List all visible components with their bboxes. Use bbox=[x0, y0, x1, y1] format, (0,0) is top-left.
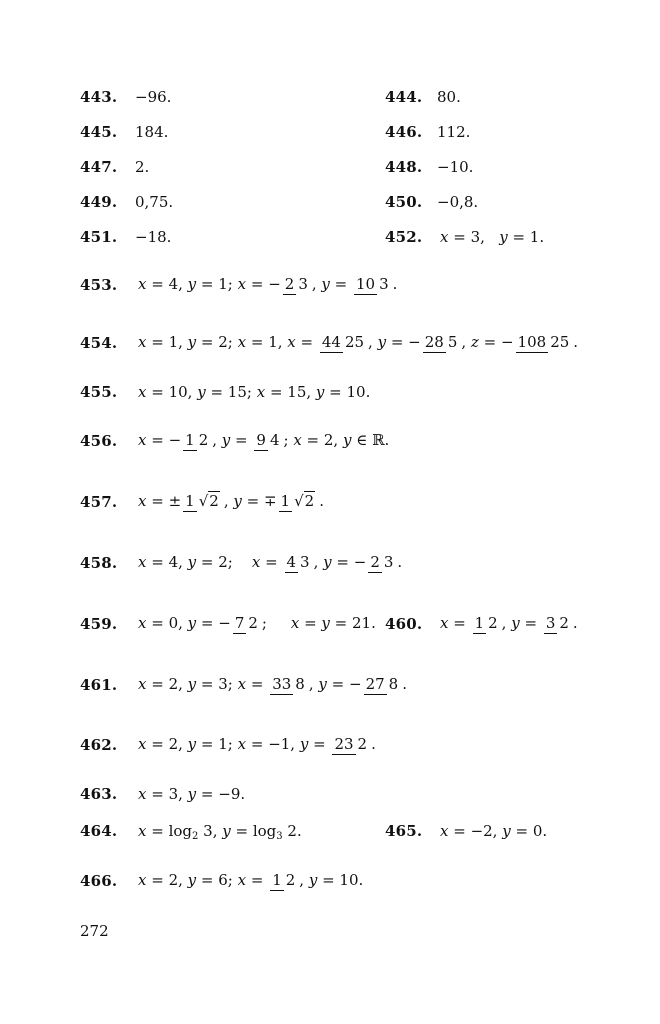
text: = 15; bbox=[205, 383, 257, 401]
text: = −2, bbox=[448, 822, 503, 840]
text: = bbox=[246, 675, 269, 693]
text: = 2, bbox=[301, 431, 343, 449]
answer-expression bbox=[138, 264, 397, 304]
var: y bbox=[233, 492, 242, 510]
text: = bbox=[230, 431, 253, 449]
answer-value: −18. bbox=[135, 228, 172, 246]
denominator: 25 bbox=[550, 332, 570, 351]
text: = bbox=[299, 614, 322, 632]
answer-expression bbox=[138, 542, 402, 582]
denominator: 25 bbox=[344, 332, 365, 351]
answer-number: 465. bbox=[385, 822, 423, 840]
answer-number: 454. bbox=[80, 334, 118, 352]
fraction bbox=[364, 676, 401, 693]
text: = 2, bbox=[146, 735, 188, 753]
text: = 10. bbox=[317, 871, 364, 889]
answer-expression bbox=[440, 822, 547, 840]
answer-number: 462. bbox=[80, 736, 118, 754]
text: = 2, bbox=[146, 675, 188, 693]
answer-expression bbox=[138, 322, 578, 362]
answer-number: 455. bbox=[80, 383, 118, 401]
text: , bbox=[368, 333, 378, 351]
page-number: 272 bbox=[80, 922, 109, 940]
fraction bbox=[183, 432, 210, 449]
answer-number: 461. bbox=[80, 676, 118, 694]
text: = bbox=[246, 871, 269, 889]
text: . bbox=[573, 333, 579, 351]
answer-number: 446. bbox=[385, 123, 423, 141]
fraction bbox=[368, 554, 395, 571]
var: x bbox=[138, 553, 147, 571]
text: = 1; bbox=[196, 735, 238, 753]
var: x bbox=[138, 333, 147, 351]
text: = 1, bbox=[246, 333, 288, 351]
text: ∈ ℝ. bbox=[351, 431, 390, 449]
text: . bbox=[572, 614, 578, 632]
var: y bbox=[187, 614, 197, 632]
var: x bbox=[440, 822, 449, 840]
var: y bbox=[299, 735, 309, 753]
text: = log bbox=[230, 822, 277, 840]
answer-expression bbox=[440, 603, 578, 643]
text: = bbox=[308, 735, 331, 753]
var: x bbox=[237, 675, 247, 693]
var: y bbox=[187, 785, 197, 803]
text: = 1; bbox=[196, 275, 238, 293]
text: = bbox=[295, 333, 318, 351]
fraction bbox=[283, 276, 310, 293]
fraction bbox=[183, 493, 222, 510]
text: = 21. bbox=[329, 614, 376, 632]
answer-expression bbox=[138, 479, 324, 523]
numerator: 27 bbox=[365, 674, 385, 693]
answer-value: 0,75. bbox=[135, 193, 174, 211]
numerator: 1 bbox=[272, 870, 282, 889]
var: x bbox=[138, 275, 147, 293]
answer-value bbox=[440, 228, 544, 246]
text: = 0. bbox=[510, 822, 548, 840]
fraction bbox=[270, 872, 297, 889]
text: = − bbox=[146, 431, 182, 449]
denominator: 3 bbox=[383, 552, 394, 571]
answer-number: 466. bbox=[80, 872, 118, 890]
fraction bbox=[254, 432, 281, 449]
numerator: 1 bbox=[185, 430, 195, 449]
var: x bbox=[251, 553, 261, 571]
answer-number: 447. bbox=[80, 158, 118, 176]
answer-number: 457. bbox=[80, 493, 118, 511]
text: = − bbox=[326, 675, 362, 693]
numerator: 1 bbox=[280, 491, 291, 510]
var: y bbox=[342, 431, 352, 449]
fraction bbox=[279, 493, 318, 510]
var: x bbox=[237, 871, 247, 889]
var: y bbox=[502, 822, 511, 840]
fraction bbox=[332, 736, 369, 753]
denominator: 3 bbox=[379, 274, 389, 293]
text: = − bbox=[331, 553, 367, 571]
answer-expression bbox=[138, 383, 370, 401]
var: x bbox=[440, 614, 449, 632]
answer-number: 464. bbox=[80, 822, 118, 840]
text: = bbox=[329, 275, 353, 293]
text: = − bbox=[386, 333, 421, 351]
var: x bbox=[237, 333, 247, 351]
fraction bbox=[423, 334, 460, 351]
text: = 10, bbox=[146, 383, 198, 401]
var: y bbox=[187, 333, 197, 351]
numerator: 7 bbox=[234, 613, 245, 632]
numerator: 1 bbox=[185, 491, 195, 510]
text: , bbox=[212, 431, 222, 449]
answer-expression bbox=[138, 420, 389, 460]
text: , bbox=[313, 553, 324, 571]
var: x bbox=[138, 383, 147, 401]
var: x bbox=[237, 275, 247, 293]
text: ; bbox=[283, 431, 294, 449]
text: = ∓ bbox=[241, 492, 277, 510]
text: , bbox=[299, 871, 309, 889]
fraction bbox=[285, 554, 312, 571]
answer-value: 2. bbox=[135, 158, 150, 176]
text: . bbox=[371, 735, 376, 753]
denominator: 5 bbox=[447, 332, 458, 351]
var: x bbox=[138, 492, 147, 510]
numerator: 33 bbox=[272, 674, 292, 693]
var: y bbox=[187, 871, 197, 889]
denominator bbox=[197, 491, 222, 510]
answer-expression bbox=[138, 603, 376, 643]
text: = 15, bbox=[265, 383, 316, 401]
numerator: 44 bbox=[321, 332, 341, 351]
denominator: 2 bbox=[198, 430, 209, 449]
text: = 1. bbox=[507, 228, 545, 246]
denominator: 2 bbox=[357, 734, 368, 753]
text: , bbox=[311, 275, 322, 293]
answer-number: 444. bbox=[385, 88, 423, 106]
var: x bbox=[138, 614, 147, 632]
fraction bbox=[233, 615, 260, 632]
var: x bbox=[138, 735, 147, 753]
text: . bbox=[319, 492, 324, 510]
answer-expression bbox=[138, 664, 407, 704]
var: y bbox=[499, 228, 508, 246]
numerator: 10 bbox=[356, 274, 376, 293]
log-base: 3 bbox=[276, 831, 283, 842]
text: , bbox=[308, 675, 319, 693]
text: = 10. bbox=[324, 383, 371, 401]
var: y bbox=[187, 553, 197, 571]
text: = ± bbox=[146, 492, 182, 510]
var: x bbox=[138, 675, 147, 693]
var: x bbox=[440, 228, 449, 246]
numerator: 23 bbox=[334, 734, 354, 753]
answer-number: 463. bbox=[80, 785, 118, 803]
text: = 2, bbox=[146, 871, 188, 889]
text: = 2; bbox=[196, 553, 252, 571]
answer-number: 458. bbox=[80, 554, 118, 572]
var: y bbox=[222, 822, 231, 840]
text: = 1, bbox=[146, 333, 188, 351]
fraction bbox=[544, 615, 571, 632]
text: , bbox=[461, 333, 471, 351]
text: = 3; bbox=[196, 675, 238, 693]
denominator: 2 bbox=[488, 613, 498, 632]
answer-value: 112. bbox=[437, 123, 471, 141]
text: = −9. bbox=[196, 785, 246, 803]
var: y bbox=[197, 383, 206, 401]
answer-value: 184. bbox=[135, 123, 169, 141]
numerator: 3 bbox=[545, 613, 556, 632]
var: x bbox=[293, 431, 302, 449]
radicand: 2 bbox=[209, 491, 219, 510]
answer-expression bbox=[138, 860, 363, 900]
log-base: 2 bbox=[192, 831, 199, 842]
var: y bbox=[321, 614, 330, 632]
text: 2. bbox=[282, 822, 302, 840]
answer-number: 443. bbox=[80, 88, 118, 106]
answer-number: 451. bbox=[80, 228, 118, 246]
numerator: 2 bbox=[284, 274, 295, 293]
text: = bbox=[260, 553, 283, 571]
text: , bbox=[501, 614, 512, 632]
text: = −1, bbox=[246, 735, 300, 753]
text: = − bbox=[478, 333, 514, 351]
text: ; bbox=[261, 614, 291, 632]
text: = 3, bbox=[448, 228, 500, 246]
answer-expression bbox=[138, 785, 245, 803]
numerator: 28 bbox=[424, 332, 444, 351]
denominator: 8 bbox=[388, 674, 399, 693]
var: y bbox=[187, 735, 197, 753]
answer-number: 445. bbox=[80, 123, 118, 141]
fraction bbox=[473, 615, 500, 632]
var: y bbox=[315, 383, 325, 401]
answer-value: −96. bbox=[135, 88, 172, 106]
radicand: 2 bbox=[304, 491, 315, 510]
answer-value: 80. bbox=[437, 88, 461, 106]
var: x bbox=[237, 735, 247, 753]
answer-number: 449. bbox=[80, 193, 118, 211]
var: z bbox=[470, 333, 479, 351]
answer-number: 460. bbox=[385, 615, 423, 633]
fraction bbox=[320, 334, 366, 351]
answer-number: 448. bbox=[385, 158, 423, 176]
var: x bbox=[138, 822, 147, 840]
answer-value: −10. bbox=[437, 158, 474, 176]
numerator: 2 bbox=[370, 552, 380, 571]
var: x bbox=[256, 383, 266, 401]
var: y bbox=[221, 431, 231, 449]
sqrt-sign: √ bbox=[294, 491, 304, 510]
fraction bbox=[354, 276, 391, 293]
var: y bbox=[377, 333, 387, 351]
var: x bbox=[138, 785, 147, 803]
denominator: 3 bbox=[298, 274, 308, 293]
var: y bbox=[308, 871, 318, 889]
denominator bbox=[292, 491, 317, 510]
var: y bbox=[511, 614, 520, 632]
answer-value: −0,8. bbox=[437, 193, 479, 211]
var: y bbox=[323, 553, 332, 571]
text: = bbox=[448, 614, 471, 632]
numerator: 4 bbox=[286, 552, 297, 571]
var: y bbox=[318, 675, 327, 693]
var: x bbox=[138, 431, 147, 449]
denominator: 8 bbox=[295, 674, 305, 693]
text: = 4, bbox=[146, 553, 188, 571]
var: y bbox=[187, 675, 197, 693]
answer-number: 452. bbox=[385, 228, 423, 246]
denominator: 4 bbox=[269, 430, 280, 449]
text: . bbox=[402, 675, 407, 693]
text: , bbox=[223, 492, 234, 510]
text: = 6; bbox=[196, 871, 238, 889]
answer-number: 450. bbox=[385, 193, 423, 211]
text: . bbox=[392, 275, 398, 293]
text: = − bbox=[246, 275, 281, 293]
text: = − bbox=[196, 614, 231, 632]
answer-number: 456. bbox=[80, 432, 118, 450]
var: y bbox=[321, 275, 330, 293]
sqrt-sign: √ bbox=[198, 491, 209, 510]
numerator: 9 bbox=[256, 430, 266, 449]
numerator: 1 bbox=[474, 613, 485, 632]
var: y bbox=[187, 275, 197, 293]
denominator: 2 bbox=[248, 613, 258, 632]
fraction bbox=[516, 334, 572, 351]
var: x bbox=[287, 333, 296, 351]
text: = 4, bbox=[146, 275, 188, 293]
text: . bbox=[397, 553, 403, 571]
text: 3, bbox=[198, 822, 223, 840]
numerator: 108 bbox=[517, 332, 547, 351]
text: = 2; bbox=[196, 333, 238, 351]
denominator: 2 bbox=[559, 613, 569, 632]
denominator: 2 bbox=[285, 870, 296, 889]
var: x bbox=[138, 871, 147, 889]
text: = 0, bbox=[146, 614, 188, 632]
denominator: 3 bbox=[300, 552, 310, 571]
fraction bbox=[270, 676, 307, 693]
text: = bbox=[519, 614, 542, 632]
text: = 3, bbox=[146, 785, 188, 803]
text: = log bbox=[146, 822, 193, 840]
answer-number: 459. bbox=[80, 615, 118, 633]
var: x bbox=[290, 614, 300, 632]
answer-expression bbox=[138, 822, 302, 842]
answer-number: 453. bbox=[80, 276, 118, 294]
answer-expression bbox=[138, 724, 376, 764]
